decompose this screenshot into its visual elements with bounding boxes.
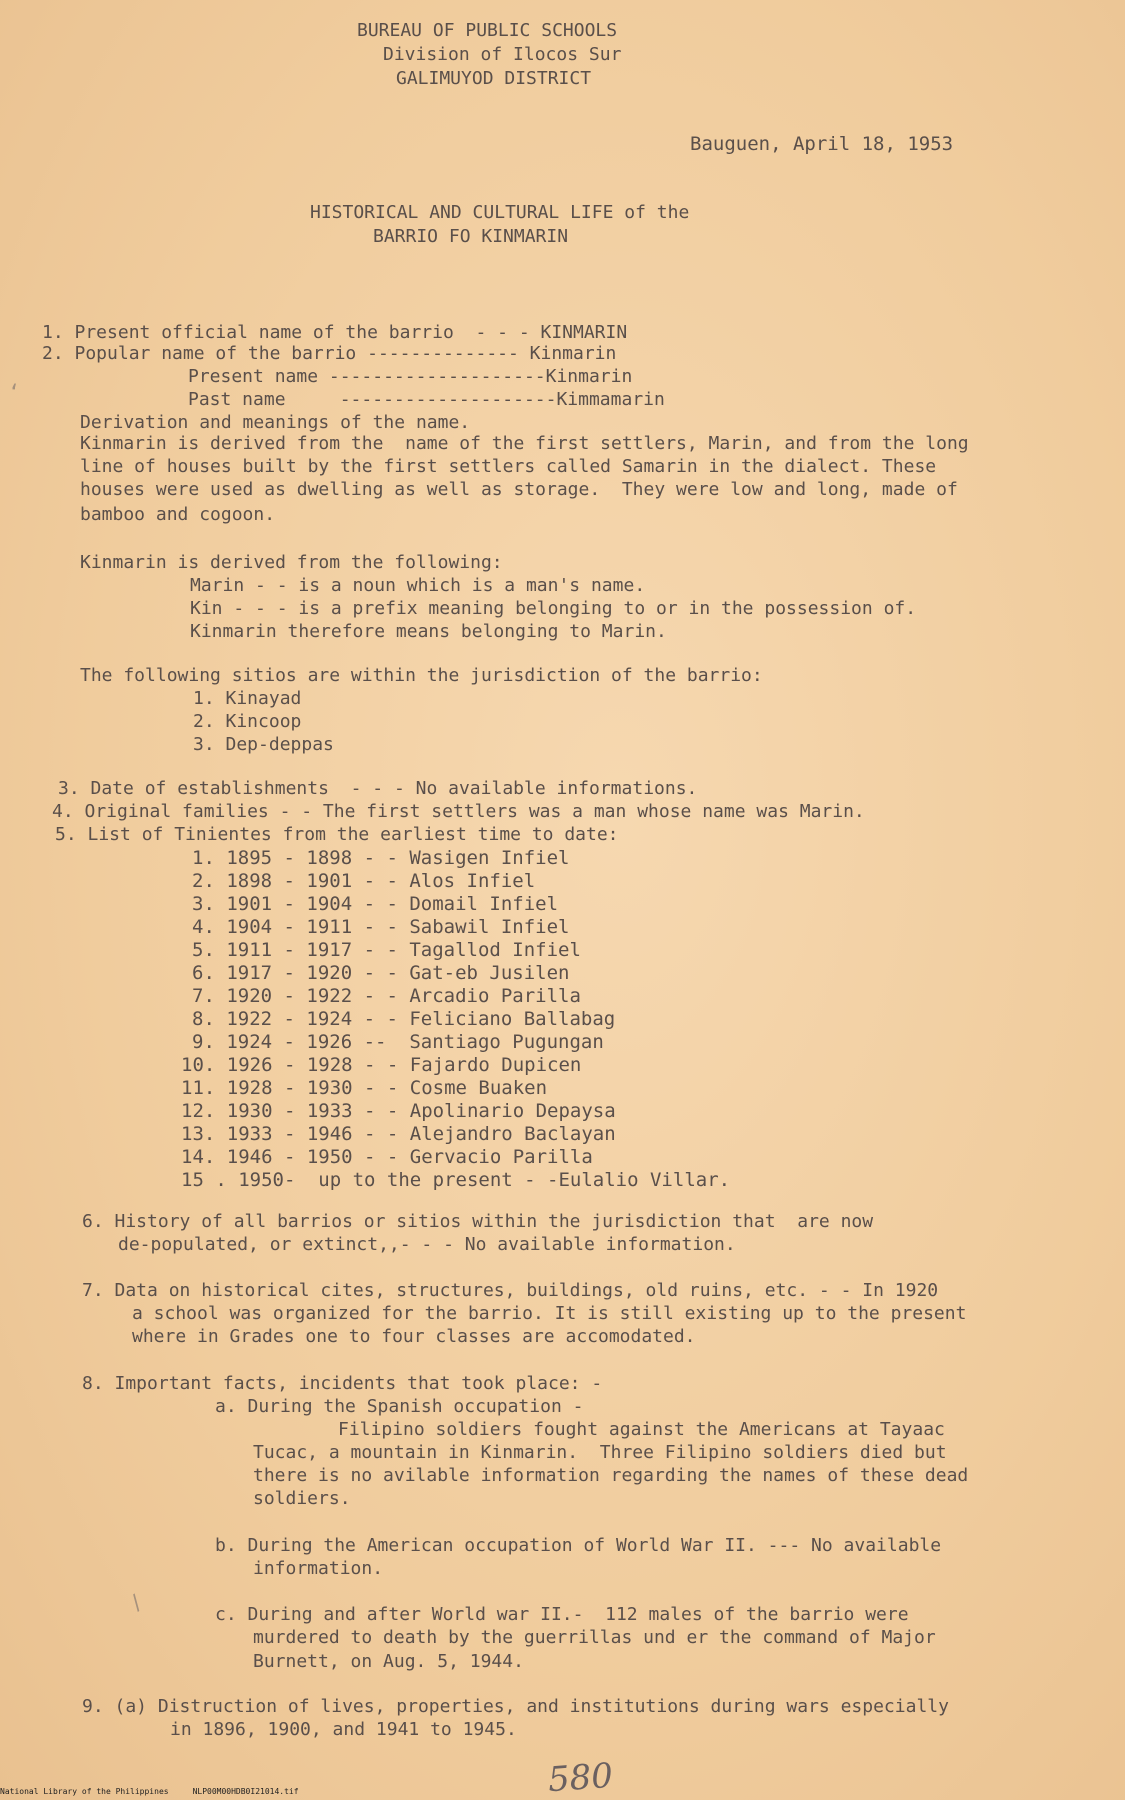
item-8b-line-1: b. During the American occupation of World War II. --- No available xyxy=(215,1535,942,1556)
pencil-mark: / xyxy=(123,1588,149,1616)
handwritten-page-number: 580 xyxy=(546,1755,615,1800)
item-8a-line-1: a. During the Spanish occupation - xyxy=(215,1396,584,1417)
item-8c-line-2: murdered to death by the guerrillas und er the command of Major xyxy=(253,1627,936,1648)
teniente-1: 1. 1895 - 1898 - - Wasigen Infiel xyxy=(192,847,570,869)
item-8b-line-2: information. xyxy=(253,1558,384,1579)
teniente-10: 10. 1926 - 1928 - - Fajardo Dupicen xyxy=(181,1054,582,1076)
derived-therefore: Kinmarin therefore means belonging to Marin. xyxy=(190,621,667,642)
title-line-1: HISTORICAL AND CULTURAL LIFE of the xyxy=(310,202,690,223)
item-4: 4. Original families - - The first settlers was a man whose name was Marin. xyxy=(52,801,865,822)
item-6-line-1: 6. History of all barrios or sitios within the jurisdiction that are now xyxy=(82,1211,874,1232)
teniente-3: 3. 1901 - 1904 - - Domail Infiel xyxy=(192,893,559,915)
teniente-11: 11. 1928 - 1930 - - Cosme Buaken xyxy=(181,1077,548,1099)
item-5: 5. List of Tinientes from the earliest time to date: xyxy=(55,824,619,845)
present-name: Present name --------------------Kinmarin xyxy=(188,366,633,387)
teniente-14: 14. 1946 - 1950 - - Gervacio Parilla xyxy=(181,1146,593,1168)
division-line: Division of Ilocos Sur xyxy=(383,44,622,65)
teniente-12: 12. 1930 - 1933 - - Apolinario Depaysa xyxy=(181,1100,616,1122)
sitio-1: 1. Kinayad xyxy=(193,688,302,709)
item-8a-line-5: soldiers. xyxy=(253,1488,351,1509)
teniente-13: 13. 1933 - 1946 - - Alejandro Baclayan xyxy=(181,1123,616,1145)
sitio-3: 3. Dep-deppas xyxy=(193,734,334,755)
item-7-line-2: a school was organized for the barrio. It is still existing up to the present xyxy=(132,1303,967,1324)
title-line-2: BARRIO FO KINMARIN xyxy=(373,226,569,247)
item-6-line-2: de-populated, or extinct,,- - - No available information. xyxy=(118,1234,736,1255)
derivation-line-1: Kinmarin is derived from the name of the first settlers, Marin, and from the long xyxy=(80,433,969,454)
derived-kin: Kin - - - is a prefix meaning belonging to or in the possession of. xyxy=(190,598,917,619)
item-1: 1. Present official name of the barrio - - - KINMARIN xyxy=(42,322,628,343)
derivation-heading: Derivation and meanings of the name. xyxy=(80,412,471,433)
teniente-9: 9. 1924 - 1926 -- Santiago Pugungan xyxy=(192,1031,604,1053)
past-name: Past name --------------------Kimmamarin xyxy=(188,389,665,410)
derivation-line-2: line of houses built by the first settlers called Samarin in the dialect. These xyxy=(80,456,937,477)
derivation-line-3: houses were used as dwelling as well as storage. They were low and long, made of xyxy=(80,479,958,500)
derived-from-heading: Kinmarin is derived from the following: xyxy=(80,552,503,573)
item-3: 3. Date of establishments - - - No available informations. xyxy=(58,778,698,799)
teniente-8: 8. 1922 - 1924 - - Feliciano Ballabag xyxy=(192,1008,616,1030)
sitios-heading: The following sitios are within the jurisdiction of the barrio: xyxy=(80,665,763,686)
item-9-line-2: in 1896, 1900, and 1941 to 1945. xyxy=(170,1719,517,1740)
item-8a-line-2: Filipino soldiers fought against the Americans at Tayaac xyxy=(338,1419,945,1440)
item-7-line-1: 7. Data on historical cites, structures, buildings, old ruins, etc. - - In 1920 xyxy=(82,1280,939,1301)
item-8a-line-3: Tucac, a mountain in Kinmarin. Three Filipino soldiers died but xyxy=(253,1442,947,1463)
footer xyxy=(0,1787,323,1797)
bureau-line: BUREAU OF PUBLIC SCHOOLS xyxy=(357,20,618,41)
derived-marin: Marin - - is a noun which is a man's name. xyxy=(190,575,646,596)
sitio-2: 2. Kincoop xyxy=(193,711,302,732)
teniente-7: 7. 1920 - 1922 - - Arcadio Parilla xyxy=(192,985,581,1007)
teniente-2: 2. 1898 - 1901 - - Alos Infiel xyxy=(192,870,536,892)
item-8a-line-4: there is no avilable information regarding the names of these dead xyxy=(253,1465,969,1486)
footer-file: NLP00M00HDB0I21014.tif xyxy=(192,1787,299,1796)
district-line: GALIMUYOD DISTRICT xyxy=(396,68,592,89)
teniente-5: 5. 1911 - 1917 - - Tagallod Infiel xyxy=(192,939,581,961)
item-9-line-1: 9. (a) Distruction of lives, properties, and institutions during wars especially xyxy=(82,1696,949,1717)
ink-mark: ‘ xyxy=(8,380,21,404)
derivation-line-4: bamboo and cogoon. xyxy=(80,504,276,525)
teniente-4: 4. 1904 - 1911 - - Sabawil Infiel xyxy=(192,916,570,938)
item-7-line-3: where in Grades one to four classes are accomodated. xyxy=(132,1326,696,1347)
footer-library: National Library of the Philippines xyxy=(0,1787,169,1796)
item-8c-line-1: c. During and after World war II.- 112 males of the barrio were xyxy=(215,1604,909,1625)
item-8c-line-3: Burnett, on Aug. 5, 1944. xyxy=(253,1651,524,1672)
date-line: Bauguen, April 18, 1953 xyxy=(690,133,954,155)
item-2: 2. Popular name of the barrio -------------- Kinmarin xyxy=(42,343,617,364)
item-8: 8. Important facts, incidents that took place: - xyxy=(82,1373,603,1394)
teniente-15: 15 . 1950- up to the present - -Eulalio Villar. xyxy=(181,1169,731,1191)
teniente-6: 6. 1917 - 1920 - - Gat-eb Jusilen xyxy=(192,962,570,984)
